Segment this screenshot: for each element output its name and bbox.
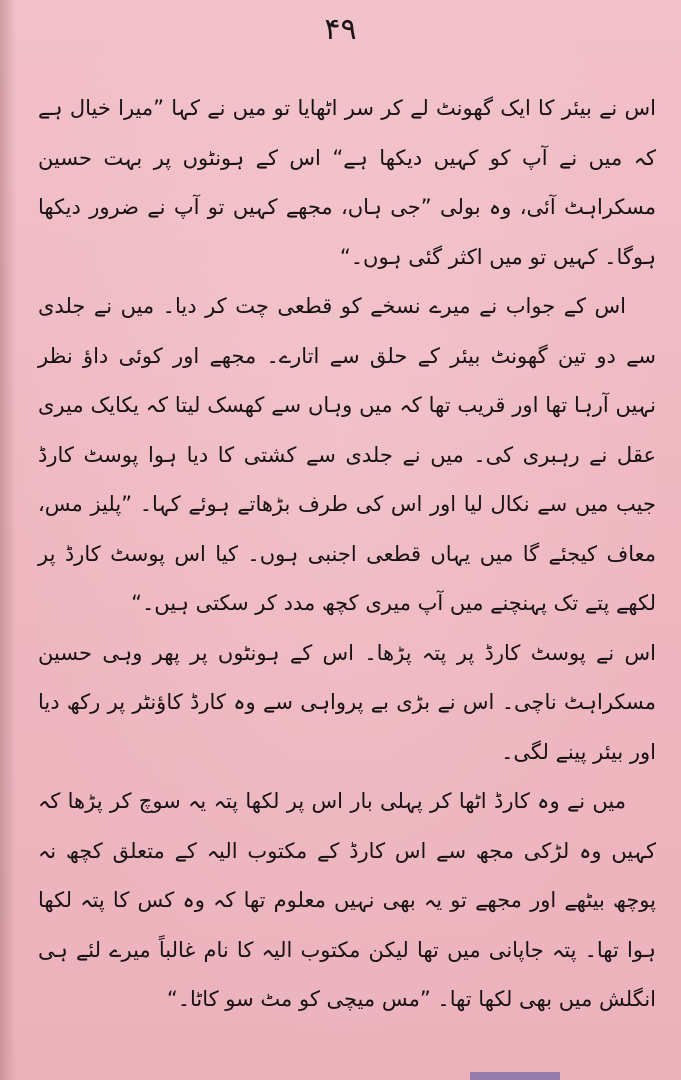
- page-number: ۴۹: [324, 12, 357, 47]
- paragraph-3: اس نے پوسٹ کارڈ پر پتہ پڑھا۔ اس کے ہونٹوں پر پھر وہی حسین مسکراہٹ ناچی۔ اس نے بڑی بے پرواہی سے وہ کارڈ کاؤنٹر پر رکھ دیا اور بیئر پینے لگی۔: [38, 640, 656, 764]
- scan-edge-mark: [470, 1072, 560, 1080]
- paragraph-1: اس نے بیئر کا ایک گھونٹ لے کر سر اٹھایا تو میں نے کہا ”میرا خیال ہے کہ میں نے آپ کو کہیں دیکھا ہے“ اس کے ہونٹوں پر بہت حسین مسکراہٹ آئی، وہ بولی ”جی ہاں، مجھے کہیں تو آپ نے ضرور دیکھا ہوگا۔ کہیں تو میں اکثر گئی ہوں۔“: [38, 96, 656, 269]
- paragraph-2: اس کے جواب نے میرے نسخے کو قطعی چت کر دیا۔ میں نے جلدی سے دو تین گھونٹ بیئر کے حلق سے اتارے۔ مجھے اور کوئی داؤ نظر نہیں آرہا تھا اور قریب تھا کہ میں وہاں سے کھسک لیتا کہ یکایک میری عقل نے رہبری کی۔ میں نے جلدی سے کشتی کا دیا ہوا پوسٹ کارڈ جیب میں سے نکال لیا اور اس کی طرف بڑھاتے ہوئے کہا۔ ”پلیز مس، معاف کیجئے گا میں یہاں قطعی اجنبی ہوں۔ کیا اس پوسٹ کارڈ پر لکھے پتے تک پہنچنے میں آپ میری کچھ مدد کر سکتی ہیں۔“: [38, 294, 656, 615]
- paragraph-4: میں نے وہ کارڈ اٹھا کر پہلی بار اس پر لکھا پتہ یہ سوچ کر پڑھا کہ کہیں وہ لڑکی مجھ سے اس کارڈ کے مکتوب الیہ کے متعلق کچھ نہ پوچھ بیٹھے اور مجھے تو یہ بھی نہیں معلوم تھا کہ وہ کس کا پتہ لکھا ہوا تھا۔ پتہ جاپانی میں تھا لیکن مکتوب الیہ کا نام غالباً میرے لئے ہی انگلش میں بھی لکھا تھا۔ ”مس میچی کو مٹ سو کاٹا۔“: [38, 789, 656, 1011]
- page-gutter-shadow: [0, 0, 16, 1080]
- page-body-text: [38, 84, 656, 1025]
